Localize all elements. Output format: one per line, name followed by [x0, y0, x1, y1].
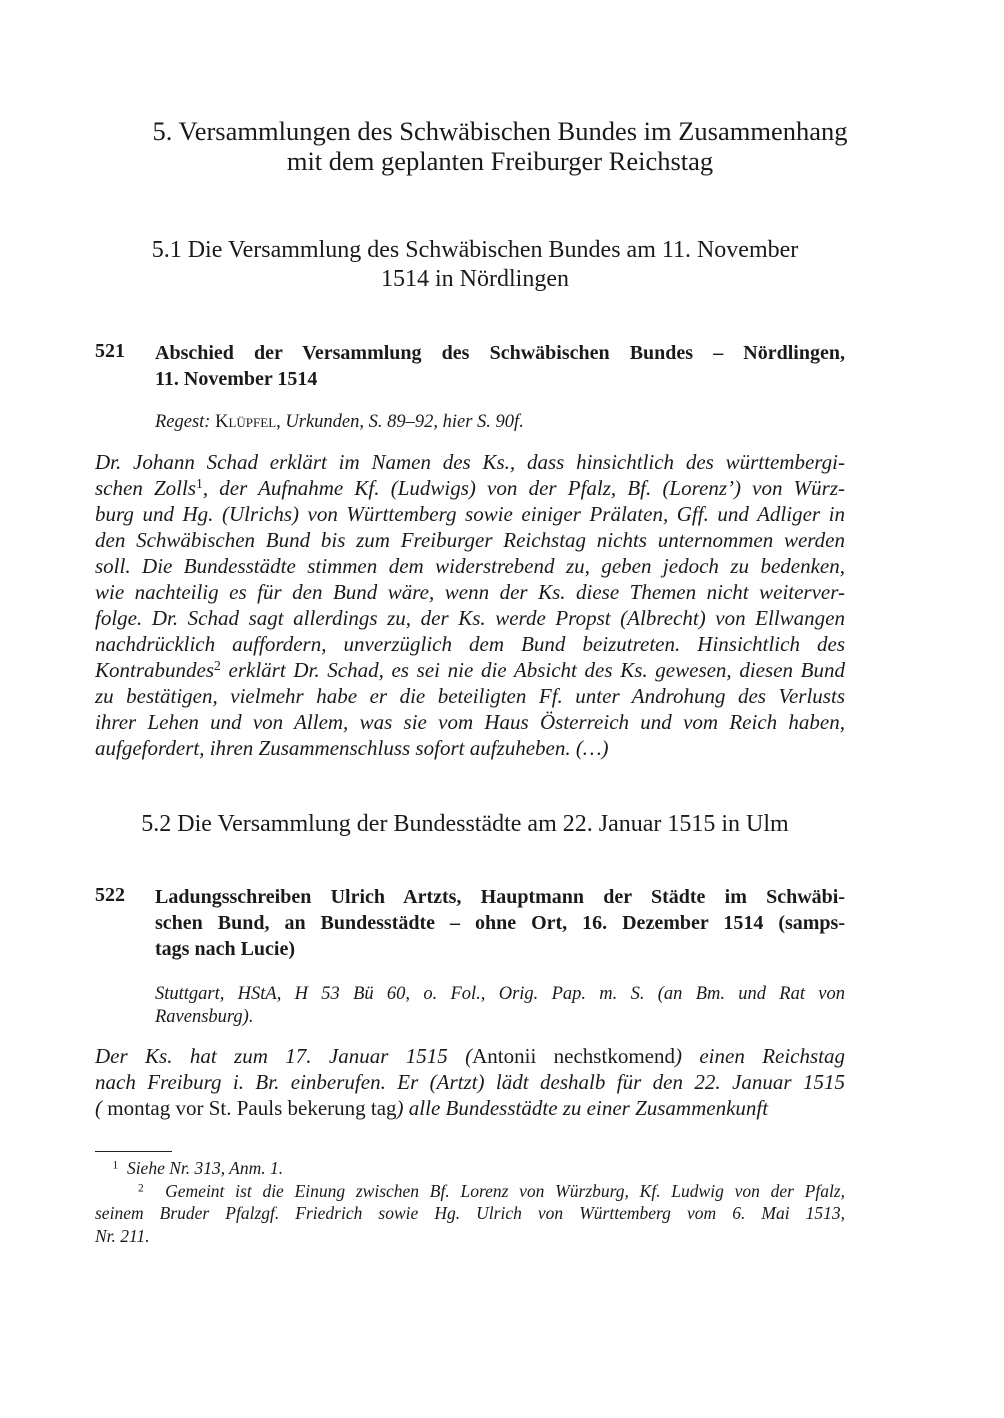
text-segment: ( — [95, 1096, 108, 1120]
text-segment: Der Ks. hat zum 17. Januar 1515 ( — [95, 1044, 473, 1068]
text-segment: Gemeint ist die Einung zwischen Bf. Lorenz von Würzburg, Kf. Ludwig von der Pfalz, — [143, 1180, 845, 1201]
text-segment: Nr. 211. — [95, 1225, 150, 1246]
footnotes — [95, 1157, 845, 1247]
text-line — [155, 983, 845, 1006]
text-line — [95, 605, 845, 631]
text-segment — [95, 1158, 113, 1178]
section-title-line: 5.2 Die Versammlung der Bundesstädte am 22. Januar 1515 in Ulm — [141, 811, 789, 837]
text-segment: ihrer Lehen und von Allem, was sie vom Haus Österreich und vom Reich haben, — [95, 710, 845, 734]
text-line — [95, 735, 845, 761]
text-segment: den Schwäbischen Bund bis zum Freiburger Reichstag nichts unternommen werden — [95, 528, 845, 552]
text-line — [95, 709, 845, 735]
document-source — [155, 983, 845, 1029]
text-line — [95, 1225, 845, 1248]
text-segment: Klüpfel, — [215, 412, 281, 432]
chapter-title — [60, 116, 940, 176]
text-segment: burg und Hg. (Ulrichs) von Württemberg sowie einiger Prälaten, Gff. und Adliger in — [95, 502, 845, 526]
document-title — [155, 340, 845, 392]
text-line — [95, 1180, 845, 1203]
text-line — [95, 579, 845, 605]
text-segment: erklärt Dr. Schad, es sei nie die Absicht des Ks. gewesen, diesen Bund — [220, 658, 845, 682]
document-source — [155, 411, 845, 434]
chapter-title-line: 5. Versammlungen des Schwäbischen Bundes im Zusammenhang — [152, 116, 848, 146]
text-segment: ) alle Bundesstädte zu einer Zusammenkunft — [396, 1096, 769, 1120]
text-line — [95, 475, 845, 501]
title-line: 11. November 1514 — [155, 368, 318, 390]
document-number: 521 — [95, 340, 125, 362]
text-segment: Dr. Johann Schad erklärt im Namen des Ks., dass hinsichtlich des württembergi- — [95, 450, 845, 474]
text-segment: montag vor St. Pauls bekerung tag — [107, 1096, 397, 1120]
document-summary — [95, 449, 845, 761]
text-segment: Stuttgart, HStA, H 53 Bü 60, o. Fol., Orig. Pap. m. S. (an Bm. und Rat von — [155, 984, 845, 1004]
text-line — [95, 631, 845, 657]
text-line — [95, 1157, 845, 1180]
text-line — [155, 1006, 845, 1029]
title-line: Ladungsschreiben Ulrich Artzts, Hauptmann der Städte im Schwäbi- — [155, 886, 845, 908]
text-segment: zu bestätigen, vielmehr habe er die beteiligten Ff. unter Androhung des Verlusts — [95, 684, 845, 708]
title-line: tags nach Lucie) — [155, 938, 295, 960]
text-line — [95, 501, 845, 527]
footnote-marker: 2 — [214, 658, 221, 674]
document-number: 522 — [95, 884, 125, 906]
text-line — [95, 657, 845, 683]
text-segment: Ravensburg). — [155, 1007, 254, 1027]
text-segment: , der Aufnahme Kf. (Ludwigs) von der Pfalz, Bf. (Lorenz’) von Würz- — [202, 476, 846, 500]
text-segment: folge. Dr. Schad sagt allerdings zu, der Ks. werde Propst (Albrecht) von Ellwangen — [95, 606, 845, 630]
footnote-rule — [95, 1151, 172, 1152]
section-title-line: 5.1 Die Versammlung des Schwäbischen Bundes am 11. November — [151, 237, 799, 263]
text-segment: ) einen Reichstag — [674, 1044, 846, 1068]
section-title-line: 1514 in Nördlingen — [381, 266, 569, 292]
document-summary — [95, 1043, 845, 1121]
text-segment: aufgefordert, ihren Zusammenschluss sofort aufzuheben. (…) — [95, 736, 609, 760]
text-line — [95, 449, 845, 475]
chapter-title-line: mit dem geplanten Freiburger Reichstag — [286, 146, 714, 176]
text-line — [95, 1069, 845, 1095]
text-segment: nachdrücklich auffordern, unverzüglich dem Bund beizutreten. Hinsichtlich des — [95, 632, 845, 656]
text-line — [95, 1095, 845, 1121]
text-line — [95, 527, 845, 553]
footnote-marker: 1 — [112, 1159, 119, 1172]
text-line — [95, 1043, 845, 1069]
text-line — [95, 1202, 845, 1225]
text-line — [95, 683, 845, 709]
text-segment: wie nachteilig es für den Bund wäre, wenn der Ks. diese Themen nicht weiterver- — [95, 580, 845, 604]
text-segment: Urkunden, S. 89–92, hier S. 90f. — [280, 412, 524, 432]
text-segment: soll. Die Bundesstädte stimmen dem widerstrebend zu, geben jedoch zu bedenken, — [95, 554, 845, 578]
text-segment: Antonii nechstkomend — [472, 1044, 675, 1068]
title-line: schen Bund, an Bundesstädte – ohne Ort, 16. Dezember 1514 (samps- — [155, 912, 845, 934]
text-segment: Siehe Nr. 313, Anm. 1. — [118, 1158, 284, 1178]
text-line — [95, 553, 845, 579]
section-5-2-title — [85, 810, 845, 839]
footnote-marker: 1 — [196, 476, 203, 492]
text-line — [155, 411, 845, 434]
title-line: Abschied der Versammlung des Schwäbischen Bundes – Nördlingen, — [155, 342, 845, 364]
text-segment: seinem Bruder Pfalzgf. Friedrich sowie Hg. Ulrich von Württemberg vom 6. Mai 1513, — [95, 1203, 845, 1223]
text-segment: nach Freiburg i. Br. einberufen. Er (Artzt) lädt deshalb für den 22. Januar 1515 — [95, 1070, 845, 1094]
section-5-1-title — [60, 236, 890, 294]
text-segment: Kontrabundes — [95, 658, 215, 682]
document-title — [155, 884, 845, 962]
text-segment: schen Zolls — [95, 476, 197, 500]
text-segment — [95, 1181, 138, 1201]
footnote-marker: 2 — [137, 1181, 144, 1194]
text-segment: Regest: — [155, 412, 216, 432]
